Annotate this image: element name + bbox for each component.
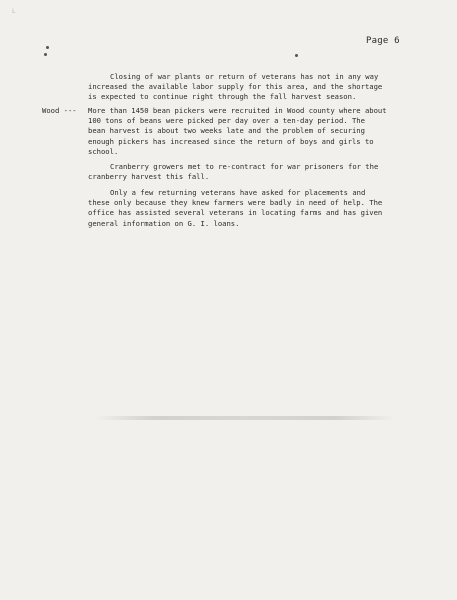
paragraph-veterans xyxy=(88,188,418,229)
paragraph-cranberry xyxy=(88,162,418,182)
stray-mark-dot xyxy=(295,54,298,57)
page-smudge xyxy=(95,416,395,420)
text-line: school. xyxy=(88,146,119,156)
text-line: office has assisted several veterans in locating farms and has given xyxy=(88,208,383,218)
text-line: general information on G. I. loans. xyxy=(88,218,240,228)
text-line: Closing of war plants or return of veterans has not in any way xyxy=(110,72,379,81)
text-line: 100 tons of beans were picked per day over a ten-day period. The xyxy=(88,116,365,126)
text-line: enough pickers has increased since the return of boys and girls to xyxy=(88,136,374,146)
margin-mark-dot xyxy=(44,53,47,56)
county-label-wood: Wood --- xyxy=(42,106,77,115)
text-line: bean harvest is about two weeks late and the problem of securing xyxy=(88,126,365,136)
text-line: is expected to continue right through the fall harvest season. xyxy=(88,92,357,102)
corner-mark: L xyxy=(12,8,16,15)
text-line: Cranberry growers met to re-contract for war prisoners for the xyxy=(110,162,379,171)
text-line: increased the available labor supply for this area, and the shortage xyxy=(88,82,383,92)
text-line: these only because they knew farmers were badly in need of help. The xyxy=(88,198,383,208)
text-line: cranberry harvest this fall. xyxy=(88,172,210,182)
margin-mark-dot xyxy=(46,46,49,49)
text-line: More than 1450 bean pickers were recruited in Wood county where about xyxy=(88,106,387,115)
text-line: Only a few returning veterans have asked for placements and xyxy=(110,188,366,197)
page-number: Page 6 xyxy=(366,36,400,46)
paragraph-labor-supply xyxy=(88,72,418,103)
paragraph-wood-county xyxy=(88,106,418,157)
